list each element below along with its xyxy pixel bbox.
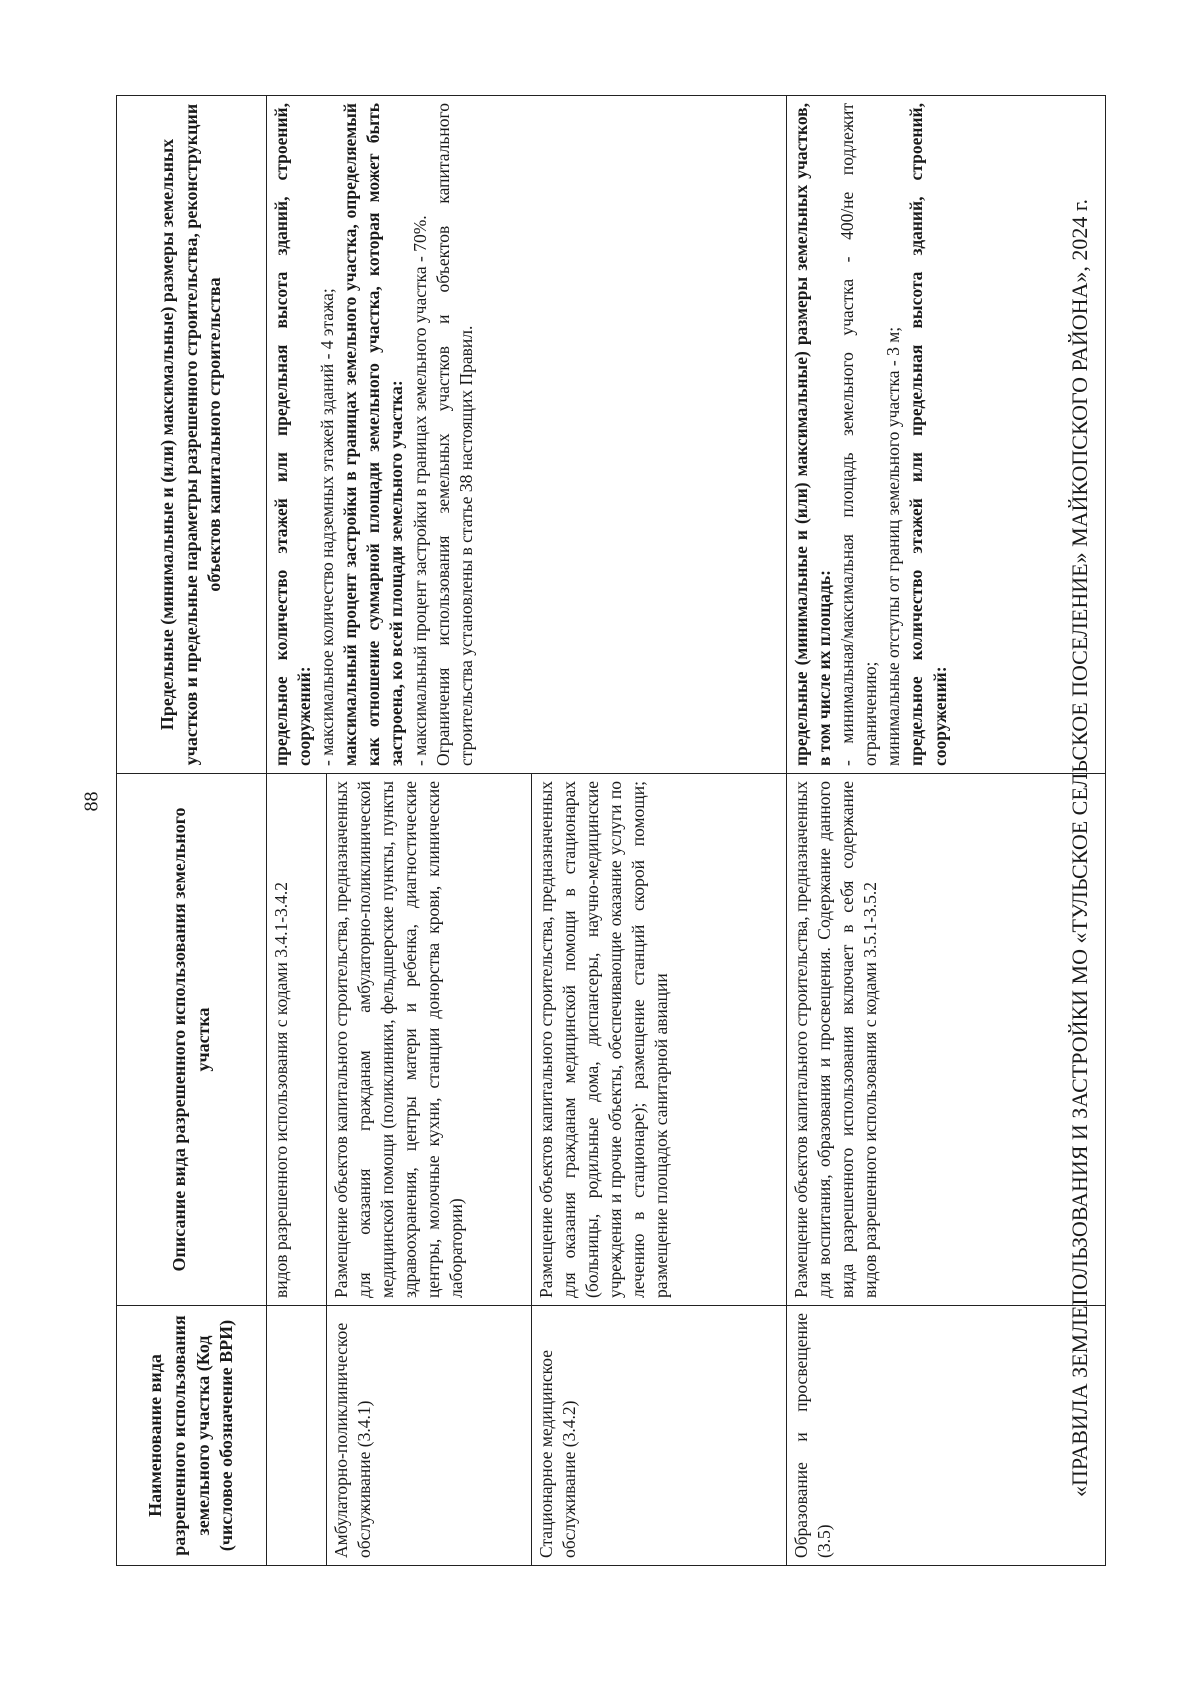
table-row	[267, 96, 327, 1566]
param-line: - максимальное количество надземных этажей зданий - 4 этажа;	[317, 288, 338, 766]
landscape-content	[116, 96, 1106, 1566]
param-line: - максимальный процент застройки в границах земельного участка - 70%.	[409, 215, 430, 766]
row-name: Стационарное медицинское обслуживание (3.4.2)	[532, 1306, 787, 1566]
table-row	[787, 96, 1106, 1566]
param-line: предельное количество этажей или предельная высота зданий, строений, сооружений:	[906, 103, 950, 766]
header-name: Наименование вида разрешенного использования земельного участка (Код (числовое обозначение ВРИ)	[117, 1306, 267, 1566]
page-number: 88	[80, 791, 103, 812]
header-description: Описание вида разрешенного использования земельного участка	[117, 774, 267, 1306]
header-params: Предельные (минимальные и (или) максимальные) размеры земельных участков и предельные параметры разрешенного строительства, реконструкции объектов капитального строительства	[117, 96, 267, 774]
row-name: Амбулаторно-поликлиническое обслуживание (3.4.1)	[327, 1306, 532, 1566]
row-description: видов разрешенного использования с кодами 3.4.1-3.4.2	[267, 774, 327, 1306]
row-description: Размещение объектов капитального строительства, предназначенных для воспитания, образования и просвещения. Содержание данного вида разрешенного использования включает в себя содержание видов разрешенного использования с кодами 3.5.1-3.5.2	[787, 774, 1106, 1306]
param-line: максимальный процент застройки в границах земельного участка, определяемый как отношение суммарной площади земельного участка, которая может быть застроена, ко всей площади земельного участка:	[340, 103, 407, 766]
row-description: Размещение объектов капитального строительства, предназначенных для оказания гражданам медицинской помощи в стационарах (больницы, родильные дома, диспансеры, научно-медицинские учреждения и прочие объекты, обеспечивающие оказание услуги по лечению в стационаре); размещение станций скорой помощи; размещение площадок санитарной авиации	[532, 774, 787, 1306]
row-params	[267, 96, 787, 774]
row-name: Образование и просвещение (3.5)	[787, 1306, 1106, 1566]
table-header-row	[117, 96, 267, 1566]
param-line: Ограничения использования земельных участков и объектов капитального строительства установлены в статье 38 настоящих Правил.	[432, 103, 476, 766]
row-description: Размещение объектов капитального строительства, предназначенных для оказания гражданам амбулаторно-поликлинической медицинской помощи (поликлиники, фельдшерские пункты, пункты здравоохранения, центры матери и ребенка, диагностические центры, молочные кухни, станции донорства крови, клинические лаборатории)	[327, 774, 532, 1306]
param-line: предельное количество этажей или предельная высота зданий, строений, сооружений:	[271, 103, 315, 766]
param-line: - минимальная/максимальная площадь земельного участка - 400/не подлежит ограничению;	[837, 103, 881, 766]
param-line: предельные (минимальные и (или) максимальные) размеры земельных участков, в том числе их площадь:	[791, 103, 835, 766]
document-footer: «ПРАВИЛА ЗЕМЛЕПОЛЬЗОВАНИЯ И ЗАСТРОЙКИ МО «ТУЛЬСКОЕ СЕЛЬСКОЕ ПОСЕЛЕНИЕ» МАЙКОПСКОГО РАЙОНА», 2024 г.	[1067, 199, 1092, 1497]
param-line: минимальные отступы от границ земельного участка - 3 м;	[883, 326, 904, 766]
row-params	[787, 96, 1106, 774]
row-name	[267, 1306, 327, 1566]
vri-table	[116, 95, 1106, 1566]
